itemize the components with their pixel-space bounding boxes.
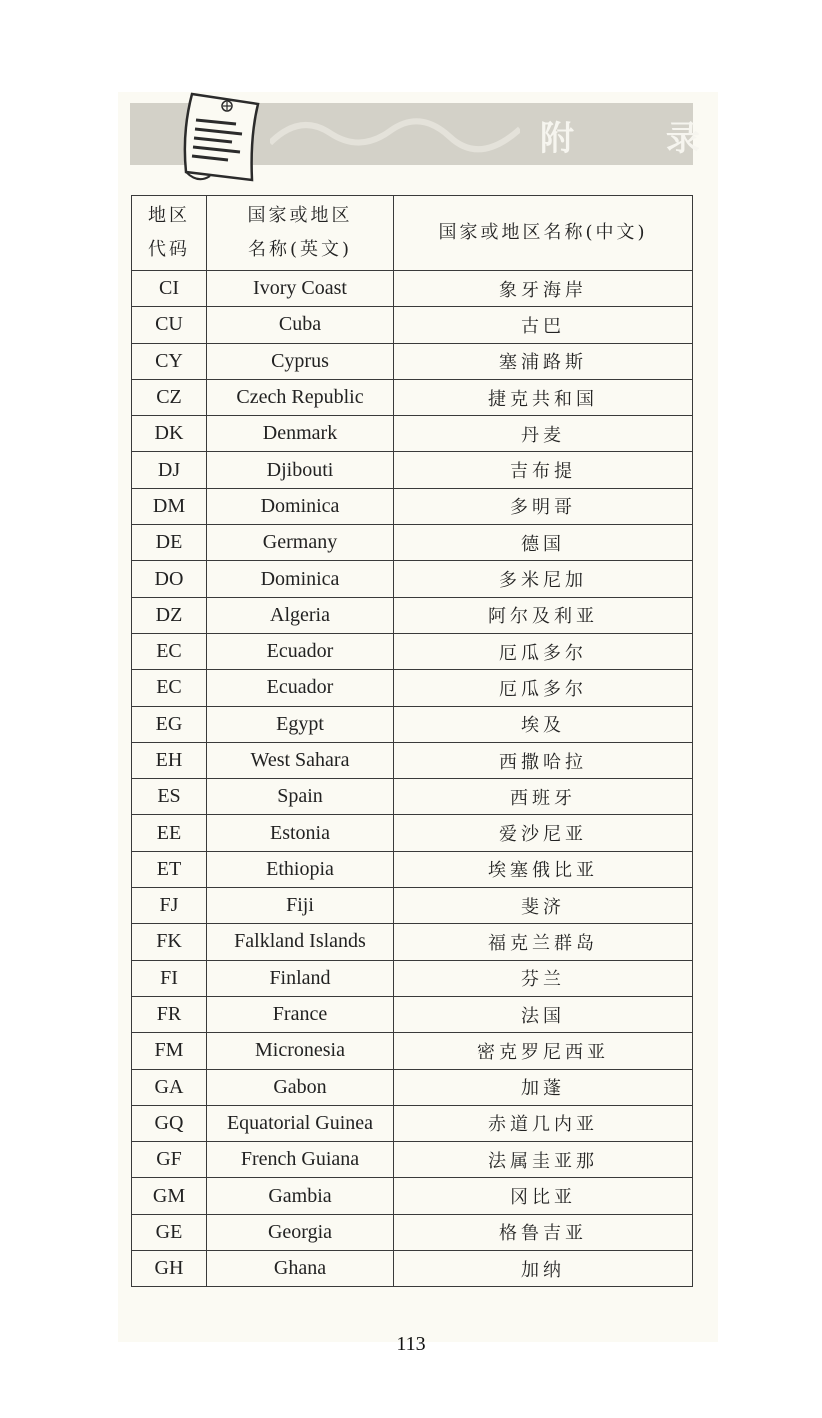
cell-chinese: 象牙海岸 <box>394 271 693 307</box>
cell-chinese: 加蓬 <box>394 1069 693 1105</box>
cell-code: CI <box>132 271 207 307</box>
page-number: 113 <box>396 1333 426 1355</box>
cell-english: Ethiopia <box>207 851 394 887</box>
cell-code: GA <box>132 1069 207 1105</box>
cell-chinese: 法国 <box>394 996 693 1032</box>
cell-code: GH <box>132 1251 207 1287</box>
cell-english: Dominica <box>207 561 394 597</box>
header-code-line-1: 地区 <box>148 205 190 226</box>
cell-code: FR <box>132 996 207 1032</box>
cell-english: Egypt <box>207 706 394 742</box>
table-row <box>132 670 693 706</box>
table-body <box>132 271 693 1287</box>
cell-english: Czech Republic <box>207 379 394 415</box>
table-row <box>132 1033 693 1069</box>
table-row <box>132 379 693 415</box>
cell-chinese: 古巴 <box>394 307 693 343</box>
cell-code: FM <box>132 1033 207 1069</box>
header-english-line-2: 名称(英文) <box>247 239 353 260</box>
cell-english: Ecuador <box>207 670 394 706</box>
cell-chinese: 格鲁吉亚 <box>394 1214 693 1250</box>
cell-english: Spain <box>207 779 394 815</box>
table-row <box>132 996 693 1032</box>
cell-code: DO <box>132 561 207 597</box>
cell-english: Cyprus <box>207 343 394 379</box>
cell-code: DM <box>132 488 207 524</box>
cell-chinese: 芬兰 <box>394 960 693 996</box>
cell-chinese: 埃塞俄比亚 <box>394 851 693 887</box>
cell-code: FJ <box>132 888 207 924</box>
table-row <box>132 1105 693 1141</box>
table-row <box>132 924 693 960</box>
cell-english: Cuba <box>207 307 394 343</box>
table-header-row <box>132 196 693 271</box>
header-english-line-1: 国家或地区 <box>247 205 353 226</box>
cell-code: EG <box>132 706 207 742</box>
cell-code: EC <box>132 633 207 669</box>
table-row <box>132 343 693 379</box>
cell-chinese: 西班牙 <box>394 779 693 815</box>
country-code-table <box>131 195 693 1287</box>
cell-chinese: 厄瓜多尔 <box>394 670 693 706</box>
table-row <box>132 307 693 343</box>
cell-code: GQ <box>132 1105 207 1141</box>
table-row <box>132 271 693 307</box>
cell-code: EC <box>132 670 207 706</box>
cell-code: GE <box>132 1214 207 1250</box>
cell-code: CZ <box>132 379 207 415</box>
cell-chinese: 厄瓜多尔 <box>394 633 693 669</box>
cell-chinese: 福克兰群岛 <box>394 924 693 960</box>
table-row <box>132 1178 693 1214</box>
cell-english: Finland <box>207 960 394 996</box>
cell-english: Estonia <box>207 815 394 851</box>
cell-chinese: 塞浦路斯 <box>394 343 693 379</box>
cell-english: Germany <box>207 525 394 561</box>
table-row <box>132 525 693 561</box>
header-chinese: 国家或地区名称(中文) <box>394 196 693 271</box>
cell-code: FK <box>132 924 207 960</box>
cell-english: Denmark <box>207 416 394 452</box>
cell-english: Equatorial Guinea <box>207 1105 394 1141</box>
cell-code: DE <box>132 525 207 561</box>
header-wave-decoration <box>270 103 520 165</box>
cell-english: Gambia <box>207 1178 394 1214</box>
cell-english: French Guiana <box>207 1142 394 1178</box>
cell-chinese: 多米尼加 <box>394 561 693 597</box>
document-icon <box>170 82 270 190</box>
cell-chinese: 法属圭亚那 <box>394 1142 693 1178</box>
cell-chinese: 吉布提 <box>394 452 693 488</box>
cell-chinese: 阿尔及利亚 <box>394 597 693 633</box>
table-row <box>132 960 693 996</box>
cell-code: GF <box>132 1142 207 1178</box>
table-row <box>132 561 693 597</box>
table-row <box>132 779 693 815</box>
cell-code: FI <box>132 960 207 996</box>
cell-code: ET <box>132 851 207 887</box>
cell-english: Ecuador <box>207 633 394 669</box>
cell-english: Algeria <box>207 597 394 633</box>
cell-chinese: 斐济 <box>394 888 693 924</box>
table-row <box>132 815 693 851</box>
cell-english: Micronesia <box>207 1033 394 1069</box>
cell-chinese: 捷克共和国 <box>394 379 693 415</box>
header-code-line-2: 代码 <box>148 239 190 260</box>
cell-english: Djibouti <box>207 452 394 488</box>
cell-chinese: 赤道几内亚 <box>394 1105 693 1141</box>
cell-chinese: 冈比亚 <box>394 1178 693 1214</box>
table-row <box>132 1069 693 1105</box>
cell-chinese: 丹麦 <box>394 416 693 452</box>
cell-english: Falkland Islands <box>207 924 394 960</box>
cell-code: DZ <box>132 597 207 633</box>
cell-code: ES <box>132 779 207 815</box>
cell-code: CY <box>132 343 207 379</box>
cell-chinese: 西撒哈拉 <box>394 742 693 778</box>
cell-chinese: 密克罗尼西亚 <box>394 1033 693 1069</box>
cell-chinese: 埃及 <box>394 706 693 742</box>
cell-code: EH <box>132 742 207 778</box>
cell-english: Dominica <box>207 488 394 524</box>
table-row <box>132 633 693 669</box>
table-row <box>132 1214 693 1250</box>
table-row <box>132 416 693 452</box>
cell-english: Georgia <box>207 1214 394 1250</box>
cell-code: GM <box>132 1178 207 1214</box>
table-row <box>132 888 693 924</box>
cell-english: Gabon <box>207 1069 394 1105</box>
table-row <box>132 488 693 524</box>
header-code <box>132 196 207 271</box>
cell-english: France <box>207 996 394 1032</box>
table-row <box>132 742 693 778</box>
cell-code: EE <box>132 815 207 851</box>
table-row <box>132 851 693 887</box>
cell-english: West Sahara <box>207 742 394 778</box>
cell-chinese: 德国 <box>394 525 693 561</box>
cell-chinese: 加纳 <box>394 1251 693 1287</box>
cell-chinese: 多明哥 <box>394 488 693 524</box>
table-row <box>132 1251 693 1287</box>
appendix-title: 附 录 <box>540 119 740 159</box>
cell-chinese: 爱沙尼亚 <box>394 815 693 851</box>
table-row <box>132 706 693 742</box>
cell-code: DJ <box>132 452 207 488</box>
cell-english: Fiji <box>207 888 394 924</box>
cell-english: Ghana <box>207 1251 394 1287</box>
cell-code: CU <box>132 307 207 343</box>
table-row <box>132 452 693 488</box>
table-row <box>132 1142 693 1178</box>
table-row <box>132 597 693 633</box>
cell-english: Ivory Coast <box>207 271 394 307</box>
cell-code: DK <box>132 416 207 452</box>
header-english <box>207 196 394 271</box>
